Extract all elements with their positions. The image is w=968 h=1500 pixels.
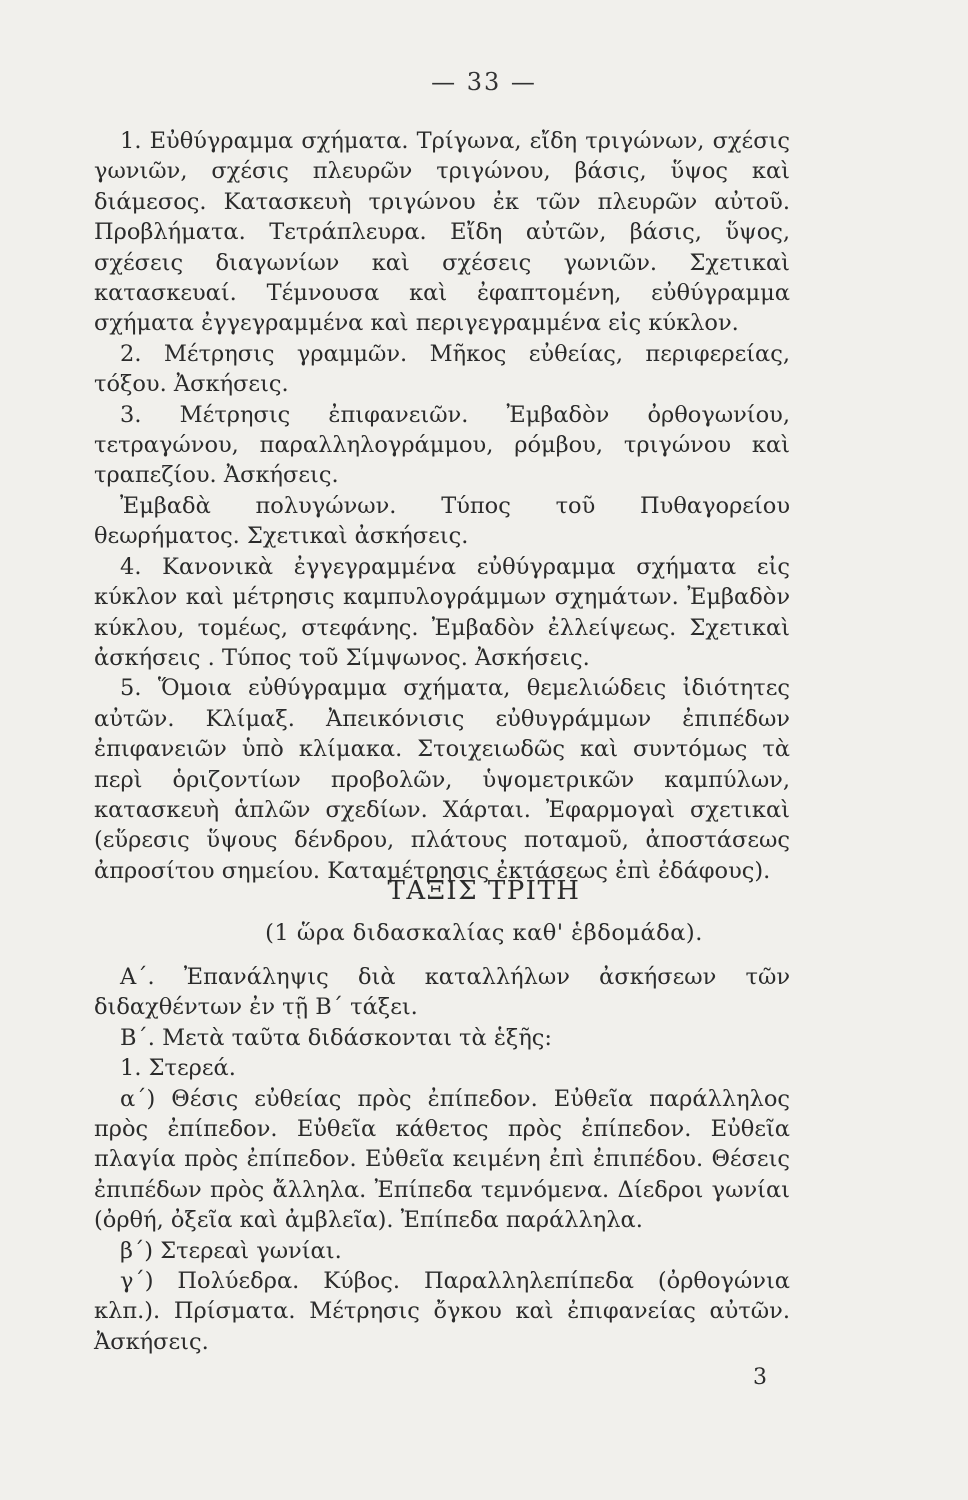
paragraph-2: 2. Μέτρησις γραμμῶν. Μῆκος εὐθείας, περιφερείας, τόξου. Ἀσκήσεις.: [94, 340, 790, 398]
paragraph-4: Ἐμβαδὰ πολυγώνων. Τύπος τοῦ Πυθαγορείου θεωρήματος. Σχετικαὶ ἀσκήσεις.: [94, 492, 790, 550]
section-third-class: [94, 962, 790, 1357]
paragraph-a: Α΄. Ἐπανάληψις διὰ καταλλήλων ἀσκήσεων τῶν διδαχθέντων ἐν τῇ Β΄ τάξει.: [94, 964, 790, 1021]
paragraph-b: Β΄. Μετὰ ταῦτα διδάσκονται τὰ ἑξῆς:: [120, 1024, 552, 1051]
paragraph-solids: 1. Στερεά.: [120, 1055, 236, 1082]
signature-mark: 3: [753, 1365, 767, 1390]
paragraph-5: 4. Κανονικὰ ἐγγεγραμμένα εὐθύγραμμα σχήματα εἰς κύκλον καὶ μέτρησις καμπυλογράμμων σχημάτων. Ἐμβαδὸν κύκλου, τομέως, στεφάνης. Ἐμβαδὸν ἐλλείψεως. Σχετικαὶ ἀσκήσεις . Τύπος τοῦ Σίμψωνος. Ἀσκήσεις.: [94, 553, 790, 671]
paragraph-6: 5. Ὅμοια εὐθύγραμμα σχήματα, θεμελιώδεις ἰδιότητες αὐτῶν. Κλίμαξ. Ἀπεικόνισις εὐθυγράμμων ἐπιπέδων ἐπιφανειῶν ὑπὸ κλίμακα. Στοιχειωδῶς καὶ συντόμως τὰ περὶ ὁριζοντίων προβολῶν, ὑψομετρικῶν καμπύλων, κατασκευὴ ἁπλῶν σχεδίων. Χάρται. Ἐφαρμογαὶ σχετικαὶ (εὕρεσις ὕψους δένδρου, πλάτους ποταμοῦ, ἀποστάσεως ἀπροσίτου σημείου. Καταμέτρησις ἐκτάσεως ἐπὶ ἐδάφους).: [94, 675, 790, 884]
paragraph-1: 1. Εὐθύγραμμα σχήματα. Τρίγωνα, εἴδη τριγώνων, σχέσις γωνιῶν, σχέσις πλευρῶν τριγώνου, βάσις, ὕψος καὶ διάμεσος. Κατασκευὴ τριγώνου ἐκ τῶν πλευρῶν αὐτοῦ. Προβλήματα. Τετράπλευρα. Εἴδη αὐτῶν, βάσις, ὕψος, σχέσεις διαγωνίων καὶ σχέσεις γωνιῶν. Σχετικαὶ κατασκευαί. Τέμνουσα καὶ ἐφαπτομένη, εὐθύγραμμα σχήματα ἐγγεγραμμένα καὶ περιγεγραμμένα εἰς κύκλον.: [94, 128, 790, 337]
paragraph-gamma: γ΄) Πολύεδρα. Κύβος. Παραλληλεπίπεδα (ὀρθογώνια κλπ.). Πρίσματα. Μέτρησις ὄγκου καὶ ἐπιφανείας αὐτῶν. Ἀσκήσεις.: [94, 1268, 790, 1355]
section-title: ΤΑΞΙΣ ΤΡΙΤΗ: [387, 876, 581, 906]
section-geometry-plane: [94, 126, 790, 886]
paragraph-beta: β΄) Στερεαὶ γωνίαι.: [120, 1237, 342, 1264]
page-number: — 33 —: [431, 68, 537, 96]
paragraph-alpha: α΄) Θέσις εὐθείας πρὸς ἐπίπεδον. Εὐθεῖα παράλληλος πρὸς ἐπίπεδον. Εὐθεῖα κάθετος πρὸς ἐπίπεδον. Εὐθεῖα πλαγία πρὸς ἐπίπεδον. Εὐθεῖα κειμένη ἐπὶ ἐπιπέδου. Θέσεις ἐπιπέδων πρὸς ἄλληλα. Ἐπίπεδα τεμνόμενα. Δίεδροι γωνίαι (ὀρθή, ὀξεῖα καὶ ἀμβλεῖα). Ἐπίπεδα παράλληλα.: [94, 1085, 790, 1234]
paragraph-3: 3. Μέτρησις ἐπιφανειῶν. Ἐμβαδὸν ὀρθογωνίου, τετραγώνου, παραλληλογράμμου, ρόμβου, τριγώνου καὶ τραπεζίου. Ἀσκήσεις.: [94, 401, 790, 489]
section-subtitle: (1 ὥρα διδασκαλίας καθ' ἑβδομάδα).: [265, 920, 703, 946]
